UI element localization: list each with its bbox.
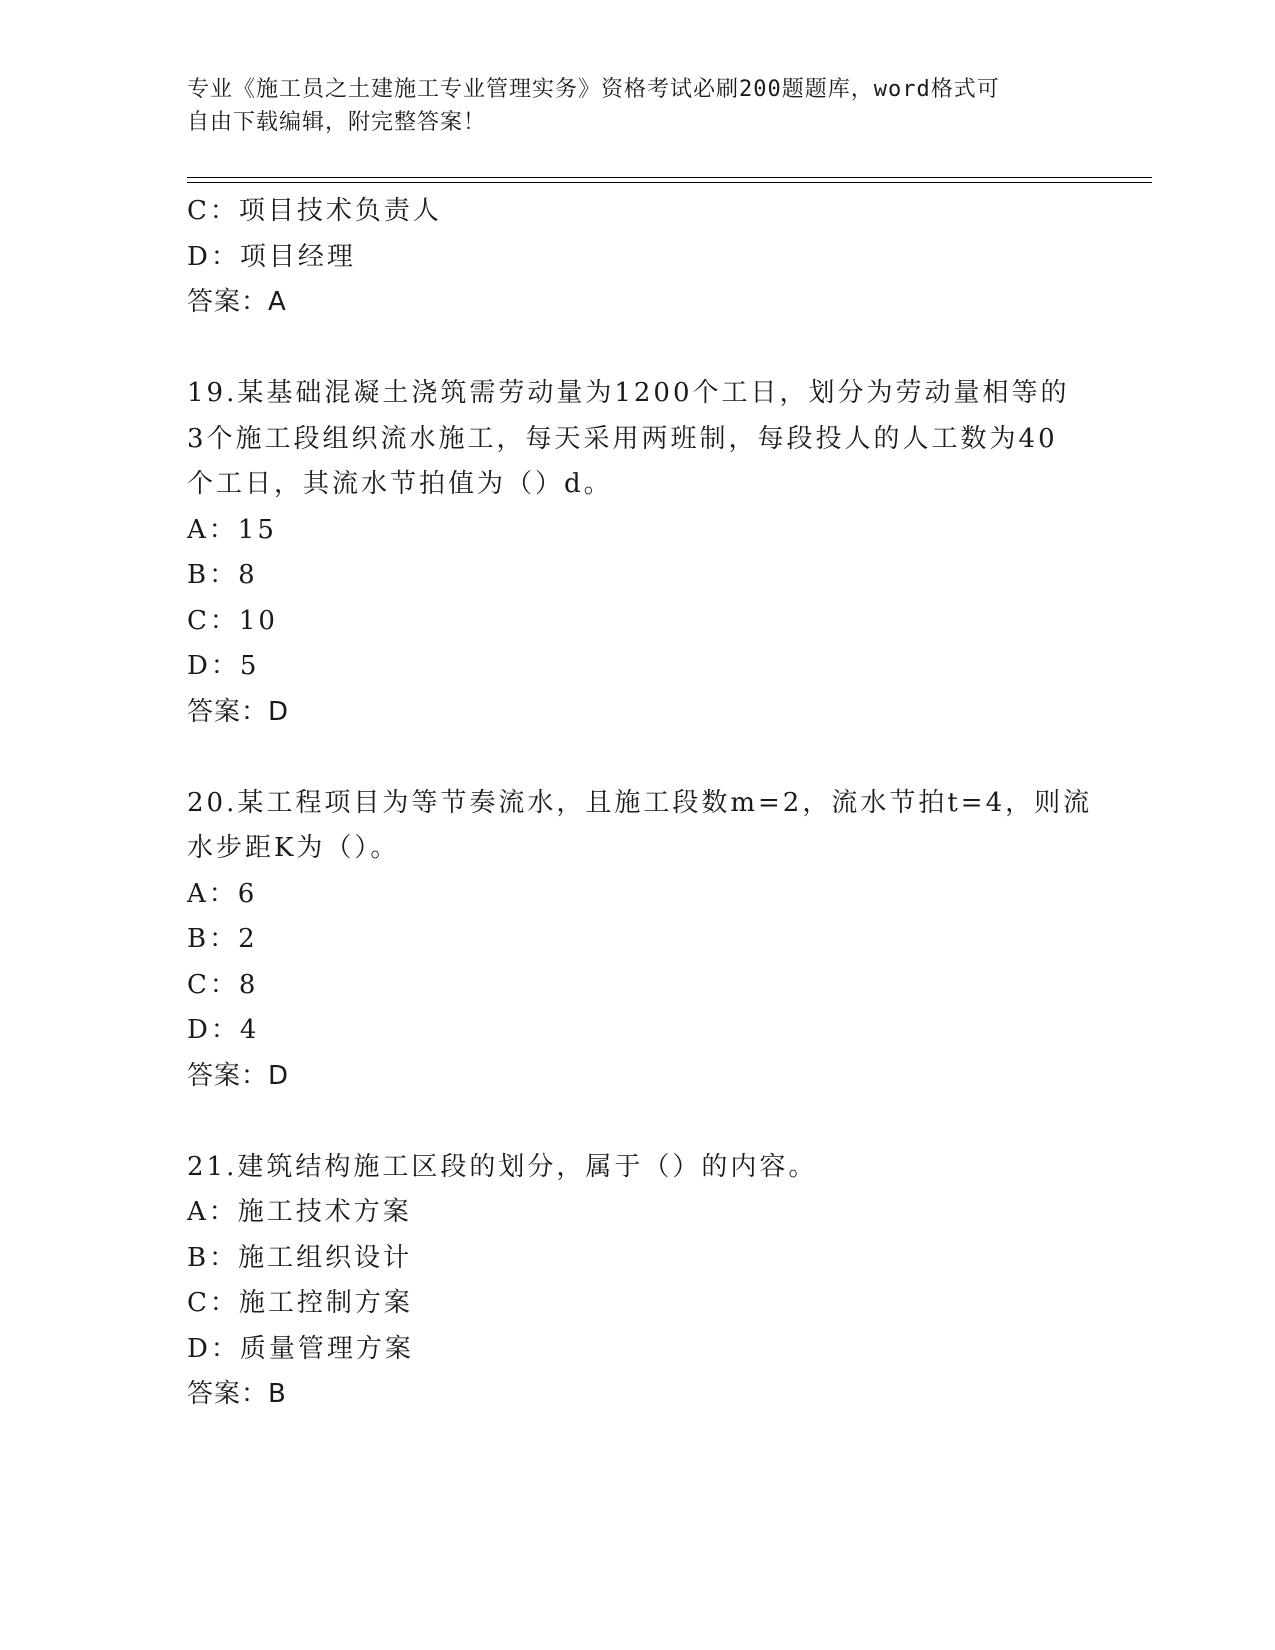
option-d: D：4 — [187, 1015, 260, 1045]
question-text-line: 19.某基础混凝土浇筑需劳动量为1200个工日，划分为劳动量相等的 — [187, 378, 1070, 408]
option-b: B：施工组织设计 — [187, 1242, 413, 1273]
option-d: D：项目经理 — [187, 241, 356, 272]
header-divider-top — [187, 177, 1152, 178]
option-a: A：施工技术方案 — [187, 1197, 412, 1227]
answer-line: 答案：D — [187, 1060, 290, 1091]
question-text-line: 20.某工程项目为等节奏流水，且施工段数m=2，流水节拍t=4，则流 — [187, 787, 1093, 818]
question-text-line: 个工日，其流水节拍值为（）d。 — [187, 469, 613, 499]
document-header — [187, 73, 1067, 139]
option-c: C：8 — [187, 969, 259, 1000]
question-text-line: 21.建筑结构施工区段的划分，属于（）的内容。 — [187, 1151, 818, 1182]
header-divider-bottom — [187, 182, 1152, 183]
question-20 — [187, 781, 1093, 1100]
answer-line: 答案：B — [187, 1379, 287, 1409]
option-a: A：15 — [187, 514, 277, 545]
question-text-line: 水步距K为（）。 — [187, 833, 400, 863]
header-line-1: 专业《施工员之土建施工专业管理实务》资格考试必刷200题题库，word格式可 — [187, 77, 1000, 102]
option-a: A：6 — [187, 878, 258, 909]
spacer — [187, 735, 1087, 781]
answer-line: 答案：D — [187, 696, 290, 727]
spacer — [187, 326, 1087, 372]
spacer — [187, 1099, 1087, 1145]
question-19 — [187, 371, 1087, 735]
question-21 — [187, 1145, 1087, 1418]
option-b: B：8 — [187, 560, 258, 590]
option-d: D：5 — [187, 651, 260, 681]
option-d: D：质量管理方案 — [187, 1333, 414, 1364]
option-c: C：施工控制方案 — [187, 1288, 413, 1318]
option-c: C：10 — [187, 605, 278, 636]
option-b: B：2 — [187, 924, 258, 954]
question-text-line: 3个施工段组织流水施工，每天采用两班制，每段投人的人工数为40 — [187, 423, 1058, 454]
option-c: C：项目技术负责人 — [187, 196, 442, 226]
header-line-2: 自由下载编辑，附完整答案！ — [187, 110, 487, 135]
question-content — [187, 189, 1093, 1418]
answer-line: 答案：A — [187, 287, 287, 317]
previous-question — [187, 189, 1087, 326]
